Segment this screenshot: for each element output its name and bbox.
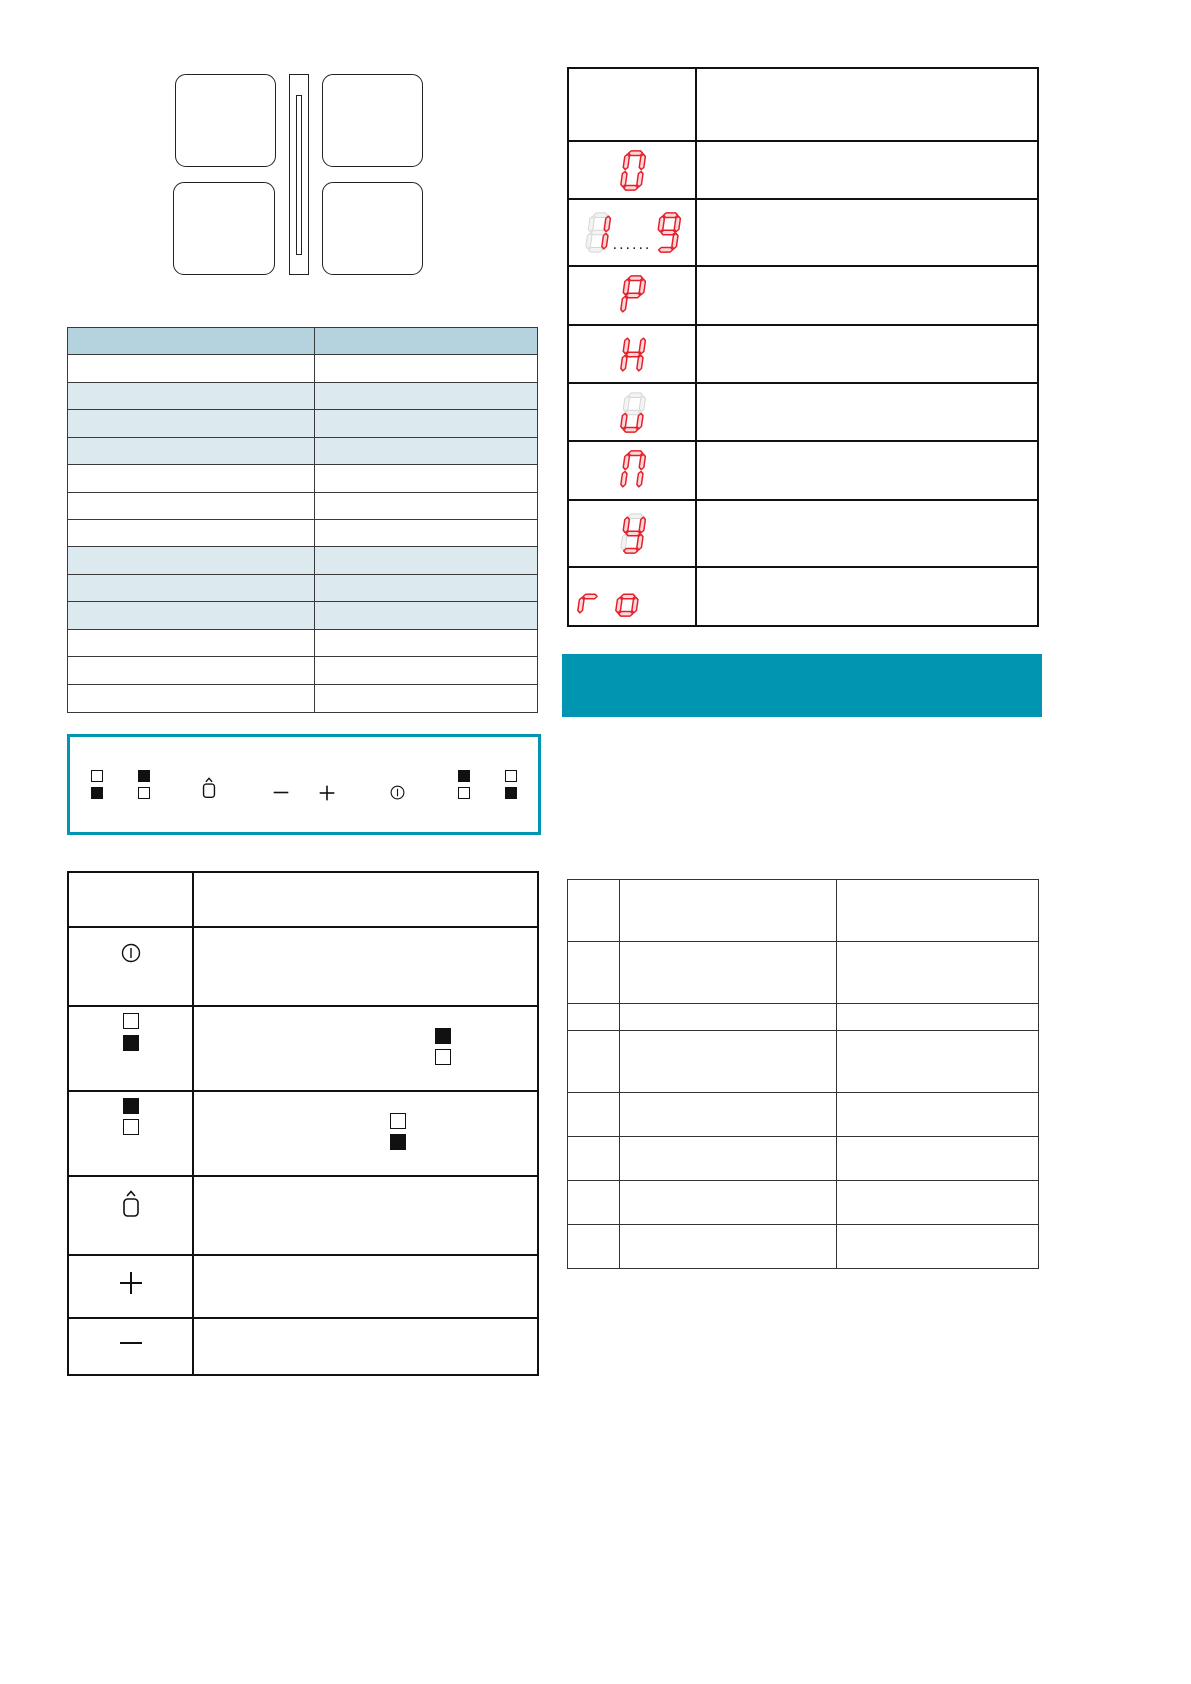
controls-table-description-cell — [194, 1092, 537, 1177]
display-table-symbol-cell — [569, 384, 697, 442]
square-filled-icon — [458, 770, 470, 782]
display-symbol-y — [618, 513, 646, 554]
rear-right-zone-select-icon — [458, 770, 470, 799]
spec-table-cell — [315, 575, 537, 602]
display-table-symbol-cell — [569, 501, 697, 568]
minus-icon — [119, 1341, 143, 1345]
front-left-zone-select-icon — [91, 770, 103, 799]
controls-table-description-cell — [194, 928, 537, 1007]
lock-icon — [122, 1190, 140, 1218]
display-table-symbol-cell — [569, 142, 697, 200]
seven-segment-digit — [618, 275, 646, 316]
table-cell — [568, 942, 620, 1004]
table-cell — [620, 1137, 837, 1181]
cooking-zone-bottom-right — [322, 182, 423, 275]
lit-segment-e — [578, 597, 585, 612]
display-table-header-cell — [569, 69, 697, 142]
table-cell — [568, 1004, 620, 1031]
table-cell — [568, 1225, 620, 1268]
square-filled-icon — [435, 1028, 451, 1044]
ghost-segment-a — [628, 514, 643, 519]
square-outline-icon — [435, 1049, 451, 1065]
lit-segment-e — [621, 413, 628, 428]
display-symbol-u — [618, 392, 646, 433]
spec-table-cell — [315, 493, 537, 520]
lit-segment-b — [639, 517, 646, 532]
display-symbol-n — [618, 450, 646, 491]
lit-segment-e — [616, 597, 623, 612]
square-filled-icon — [123, 1035, 139, 1051]
lit-segment-f — [623, 517, 630, 532]
table-cell — [837, 1093, 1038, 1137]
square-outline-icon — [458, 787, 470, 799]
controls-table-header-cell — [194, 873, 537, 928]
seven-segment-digit — [618, 392, 646, 433]
lit-segment-b — [639, 454, 646, 469]
table-cell — [620, 1031, 837, 1093]
display-table-header-cell — [697, 69, 1037, 142]
lit-segment-e — [621, 171, 628, 186]
display-symbol-1 — [583, 212, 611, 253]
controls-table-description-cell — [194, 1319, 537, 1374]
seven-segment-digit — [618, 450, 646, 491]
lit-segment-c — [637, 534, 644, 549]
lit-segment-g — [626, 531, 641, 536]
seven-segment-digit — [583, 212, 611, 253]
table-cell — [620, 1225, 837, 1268]
display-symbol-o — [613, 576, 641, 617]
controls-table-symbol-cell — [69, 1256, 194, 1319]
table-cell — [837, 1004, 1038, 1031]
spec-table-cell — [68, 602, 315, 629]
power-icon — [121, 943, 141, 963]
lit-segment-d — [618, 612, 633, 617]
lit-segment-g — [626, 352, 641, 357]
rear-left-zone-select-icon — [138, 770, 150, 799]
square-outline-icon — [123, 1119, 139, 1135]
table-cell — [620, 1093, 837, 1137]
control-strip-slot — [296, 95, 302, 255]
controls-table-symbol-cell — [69, 928, 194, 1007]
square-outline-icon — [138, 787, 150, 799]
table-cell — [837, 942, 1038, 1004]
lit-segment-f — [623, 338, 630, 353]
square-filled-icon — [138, 770, 150, 782]
power-icon — [390, 785, 405, 800]
plus-icon — [319, 785, 335, 801]
seven-segment-digit — [653, 212, 681, 253]
square-outline-icon — [505, 770, 517, 782]
seven-segment-digit — [613, 576, 641, 617]
display-table-symbol-cell — [569, 326, 697, 384]
display-table-description-cell — [697, 326, 1037, 384]
spec-table-cell — [68, 630, 315, 657]
spec-table — [67, 327, 538, 713]
spec-table-cell — [315, 438, 537, 465]
display-table-symbol-cell — [569, 267, 697, 326]
display-table-description-cell — [697, 501, 1037, 568]
lit-segment-g — [626, 293, 641, 298]
spec-table-cell — [68, 657, 315, 684]
spec-table-cell — [68, 520, 315, 547]
display-symbol-0 — [618, 150, 646, 191]
table-cell — [620, 942, 837, 1004]
ghost-segment-g — [590, 230, 605, 235]
table-cell — [568, 1031, 620, 1093]
plus-icon — [119, 1271, 143, 1295]
lit-segment-e — [621, 296, 628, 311]
lit-segment-c — [637, 171, 644, 186]
lit-segment-g — [583, 594, 598, 599]
front-right-zone-select-icon — [505, 770, 517, 799]
table-cell — [620, 1004, 837, 1031]
spec-table-cell — [68, 685, 315, 712]
lit-segment-d — [623, 549, 638, 554]
controls-table-symbol-cell — [69, 1092, 194, 1177]
controls-table-description-cell — [194, 1177, 537, 1256]
ghost-segment-e — [621, 534, 628, 549]
spec-table-cell — [68, 575, 315, 602]
display-table-description-cell — [697, 200, 1037, 267]
table-cell — [568, 1181, 620, 1225]
lit-segment-c — [637, 355, 644, 370]
cooking-zone-top-right — [322, 74, 423, 167]
cooking-zone-bottom-left — [173, 182, 275, 275]
table-cell — [837, 1137, 1038, 1181]
lit-segment-f — [623, 154, 630, 169]
power-level-range — [583, 212, 682, 253]
square-filled-icon — [390, 1134, 406, 1150]
lit-segment-b — [639, 338, 646, 353]
display-table-description-cell — [697, 384, 1037, 442]
ghost-segment-b — [639, 396, 646, 411]
table-cell — [837, 1031, 1038, 1093]
controls-table-symbol-cell — [69, 1177, 194, 1256]
controls-table-description-cell — [194, 1256, 537, 1319]
seven-segment-digit — [618, 513, 646, 554]
lit-segment-f — [623, 279, 630, 294]
range-dots: ...... — [612, 236, 652, 253]
control-panel — [67, 734, 541, 835]
ghost-segment-f — [623, 396, 630, 411]
controls-table-header-cell — [69, 873, 194, 928]
square-outline-icon — [91, 770, 103, 782]
controls-table-symbol-cell — [69, 1007, 194, 1092]
display-table-symbol-cell — [569, 200, 697, 267]
ghost-segment-d — [588, 248, 603, 253]
table-cell — [837, 1181, 1038, 1225]
table-cell — [568, 1137, 620, 1181]
lit-segment-a — [628, 150, 643, 155]
spec-table-cell — [315, 465, 537, 492]
lit-segment-c — [637, 471, 644, 486]
lit-segment-f — [658, 216, 665, 231]
display-symbol-r — [575, 576, 603, 617]
lit-segment-d — [623, 427, 638, 432]
spec-table-cell — [315, 657, 537, 684]
display-table-symbol-cell — [569, 568, 697, 625]
lit-segment-a — [628, 451, 643, 456]
seven-segment-digit — [618, 334, 646, 375]
section-banner — [562, 654, 1042, 717]
spec-table-cell — [315, 410, 537, 437]
lit-segment-c — [672, 233, 679, 248]
table-cell — [568, 880, 620, 942]
spec-table-cell — [68, 410, 315, 437]
lit-segment-d — [659, 248, 674, 253]
display-symbol-H — [618, 334, 646, 375]
lit-segment-b — [604, 216, 611, 231]
seven-segment-digit — [575, 576, 603, 617]
seven-segment-digit — [618, 150, 646, 191]
display-table-description-cell — [697, 267, 1037, 326]
spec-table-cell — [315, 383, 537, 410]
lit-segment-a — [664, 213, 679, 218]
lit-segment-g — [621, 594, 636, 599]
display-symbol-P — [618, 275, 646, 316]
ghost-segment-a — [593, 213, 608, 218]
square-filled-icon — [123, 1098, 139, 1114]
controls-table-description-cell — [194, 1007, 537, 1092]
ghost-segment-e — [585, 233, 592, 248]
spec-table-cell — [68, 547, 315, 574]
lit-segment-c — [601, 233, 608, 248]
spec-table-cell — [315, 630, 537, 657]
three-column-table — [567, 879, 1039, 1269]
table-cell — [620, 880, 837, 942]
lit-segment-e — [621, 471, 628, 486]
hob-diagram — [173, 74, 424, 276]
controls-table — [67, 871, 539, 1376]
spec-table-cell — [68, 383, 315, 410]
spec-table-cell — [68, 355, 315, 382]
spec-table-header-cell — [68, 328, 315, 355]
ghost-segment-g — [626, 410, 641, 415]
lit-segment-b — [639, 279, 646, 294]
spec-table-cell — [68, 493, 315, 520]
table-cell — [568, 1093, 620, 1137]
lit-segment-a — [628, 276, 643, 281]
controls-table-symbol-cell — [69, 1319, 194, 1374]
table-cell — [837, 880, 1038, 942]
minus-icon — [273, 791, 289, 794]
spec-table-cell — [315, 685, 537, 712]
spec-table-header-cell — [315, 328, 537, 355]
square-outline-icon — [123, 1013, 139, 1029]
display-table-description-cell — [697, 442, 1037, 501]
cooking-zone-top-left — [175, 74, 276, 167]
table-cell — [837, 1225, 1038, 1268]
spec-table-cell — [68, 465, 315, 492]
lit-segment-b — [674, 216, 681, 231]
spec-table-cell — [315, 520, 537, 547]
display-table-description-cell — [697, 142, 1037, 200]
lit-segment-d — [623, 185, 638, 190]
square-filled-icon — [91, 787, 103, 799]
lock-icon — [202, 777, 216, 799]
lit-segment-g — [661, 230, 676, 235]
square-filled-icon — [505, 787, 517, 799]
lit-segment-f — [623, 454, 630, 469]
lit-segment-c — [632, 597, 639, 612]
ghost-segment-f — [588, 216, 595, 231]
square-outline-icon — [390, 1113, 406, 1129]
display-indications-table — [567, 67, 1039, 627]
lit-segment-c — [637, 413, 644, 428]
spec-table-cell — [315, 547, 537, 574]
lit-segment-b — [639, 154, 646, 169]
spec-table-cell — [68, 438, 315, 465]
spec-table-cell — [315, 602, 537, 629]
display-table-description-cell — [697, 568, 1037, 625]
display-table-symbol-cell — [569, 442, 697, 501]
table-cell — [620, 1181, 837, 1225]
display-symbol-9 — [653, 212, 681, 253]
ghost-segment-a — [628, 392, 643, 397]
spec-table-cell — [315, 355, 537, 382]
lit-segment-e — [621, 355, 628, 370]
